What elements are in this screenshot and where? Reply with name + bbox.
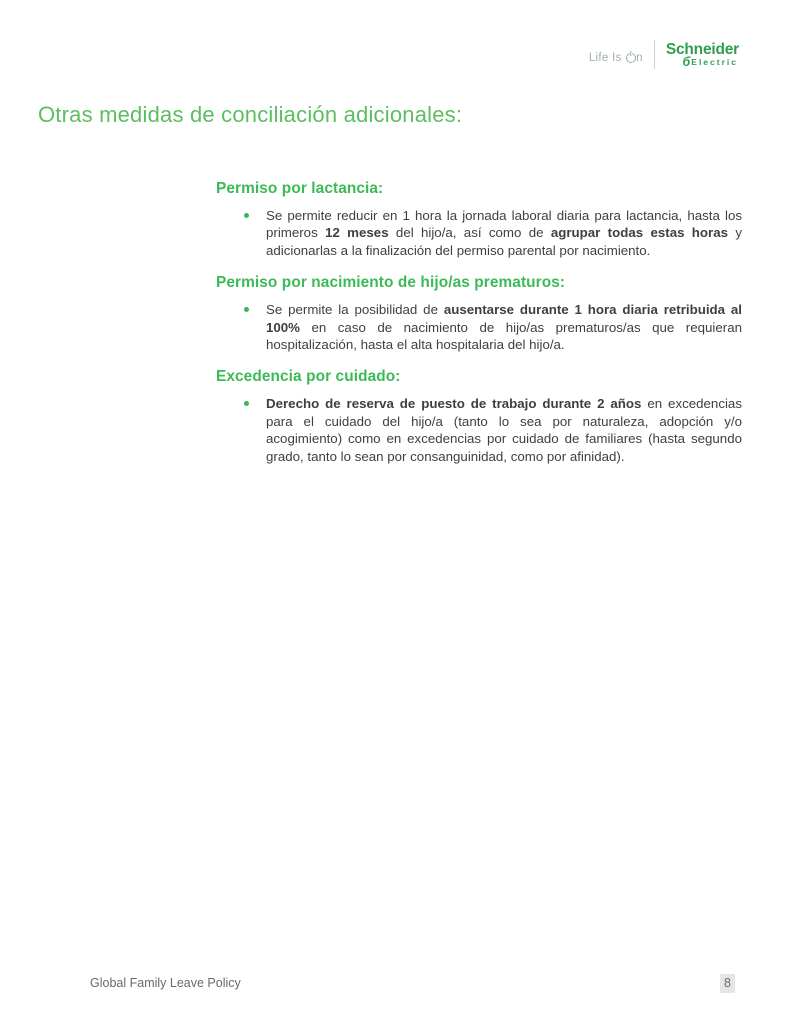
tagline-prefix: Life Is	[588, 51, 626, 64]
section-heading: Permiso por lactancia:	[216, 180, 384, 197]
page-title: Otras medidas de conciliación adicionales:	[38, 102, 463, 127]
bullet-text: Se permite la posibilidad de ausentarse durante 1 hora diaria retribuida al 100% en caso de nacimiento de hijo/as prematuros/as que requieran hospitalización, hasta el alta hospitalaria del hijo/a.	[266, 302, 742, 353]
section-heading: Excedencia por cuidado:	[216, 368, 401, 386]
bullet-text: Se permite reducir en 1 hora la jornada laboral diaria para lactancia, hasta los primeros 12 meses del hijo/a, así como de agrupar todas estas horas y adicionarlas a la finalización del permiso parental por nacimiento.	[266, 208, 743, 258]
policy-section	[216, 367, 746, 465]
bullet-item	[216, 395, 746, 465]
bullet-item	[216, 207, 746, 259]
schneider-wordmark	[666, 42, 739, 67]
page-number: 8	[720, 974, 735, 993]
section-heading: Permiso por nacimiento de hijo/as prematuros:	[216, 274, 566, 292]
footer-doc-title: Global Family Leave Policy	[90, 976, 241, 990]
bullet-icon	[244, 307, 249, 312]
bullet-icon	[244, 213, 249, 218]
policy-section	[216, 179, 746, 259]
bullet-item	[216, 301, 746, 353]
policy-section	[216, 273, 746, 353]
tagline-suffix: n	[636, 51, 643, 64]
logo-divider	[654, 40, 655, 69]
bullet-text: Derecho de reserva de puesto de trabajo durante 2 años en excedencias para el cuidado del hijo/a (tanto lo sea por naturaleza, adopción y/o acogimiento) como en excedencias por cuidado de familiares (hasta segundo grado, tanto lo sean por consanguinidad, como por afinidad).	[266, 396, 742, 464]
content-area	[216, 179, 746, 479]
electric-label: Electric	[691, 57, 738, 67]
brand-logo	[589, 40, 739, 69]
schneider-name: Schneider	[665, 41, 739, 58]
bullet-icon	[244, 401, 249, 406]
schneider-glyph-icon: б	[682, 55, 691, 69]
power-icon	[626, 53, 636, 63]
life-is-on-tagline	[589, 46, 643, 64]
electric-wordmark	[683, 57, 739, 67]
